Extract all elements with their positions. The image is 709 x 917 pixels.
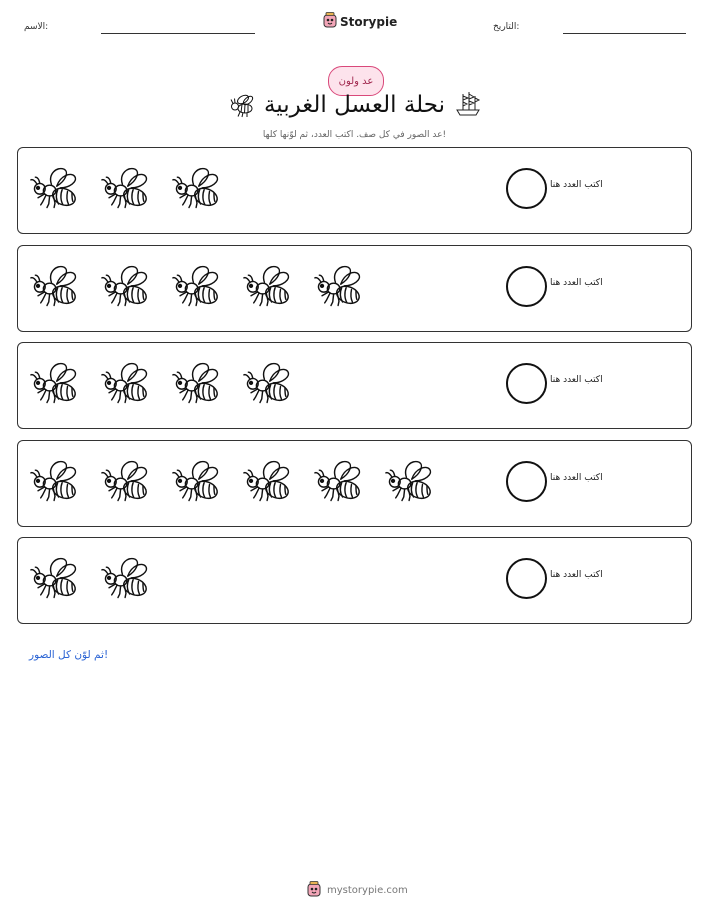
ship-icon xyxy=(454,90,482,122)
bee-icon xyxy=(30,357,80,407)
date-label: التاريخ: xyxy=(493,22,520,32)
answer-circle[interactable] xyxy=(506,363,547,404)
bee-icon xyxy=(385,455,435,505)
bee-group xyxy=(30,357,293,407)
answer-label: اكتب العدد هنا xyxy=(550,570,603,580)
bee-icon xyxy=(172,357,222,407)
date-line[interactable] xyxy=(563,33,686,34)
answer-label: اكتب العدد هنا xyxy=(550,375,603,385)
name-label: الاسم: xyxy=(24,22,49,32)
bee-icon xyxy=(30,260,80,310)
bee-icon xyxy=(172,455,222,505)
count-row-1 xyxy=(17,147,692,234)
bee-icon xyxy=(243,260,293,310)
bee-icon xyxy=(30,552,80,602)
bee-icon xyxy=(243,357,293,407)
footer-site[interactable]: mystorypie.com xyxy=(327,885,408,896)
bee-icon xyxy=(172,162,222,212)
brand-logo xyxy=(323,12,397,31)
storypie-mascot-icon xyxy=(307,881,321,900)
answer-circle[interactable] xyxy=(506,168,547,209)
count-row-5 xyxy=(17,537,692,624)
bee-icon xyxy=(101,455,151,505)
answer-label: اكتب العدد هنا xyxy=(550,278,603,288)
bee-group xyxy=(30,162,222,212)
instructions: عد الصور في كل صف. اكتب العدد، ثم لوّنها كلها! xyxy=(262,130,447,140)
count-row-3 xyxy=(17,342,692,429)
count-row-2 xyxy=(17,245,692,332)
bee-icon xyxy=(314,260,364,310)
bee-icon xyxy=(101,552,151,602)
bee-group xyxy=(30,260,364,310)
bee-icon xyxy=(30,162,80,212)
color-instruction: ثم لوّن كل الصور! xyxy=(29,649,109,661)
bee-icon xyxy=(101,260,151,310)
page-title: نحلة العسل الغربية xyxy=(263,92,446,118)
answer-circle[interactable] xyxy=(506,558,547,599)
bee-icon xyxy=(243,455,293,505)
name-line[interactable] xyxy=(101,33,255,34)
bee-group xyxy=(30,455,435,505)
answer-label: اكتب العدد هنا xyxy=(550,180,603,190)
bee-icon xyxy=(101,162,151,212)
bee-group xyxy=(30,552,151,602)
bee-icon xyxy=(314,455,364,505)
answer-circle[interactable] xyxy=(506,461,547,502)
answer-circle[interactable] xyxy=(506,266,547,307)
bee-icon xyxy=(30,455,80,505)
activity-badge: عد ولون xyxy=(328,66,384,96)
brand-name: Storypie xyxy=(340,14,398,29)
storypie-mascot-icon xyxy=(323,12,337,31)
footer xyxy=(307,881,408,900)
answer-label: اكتب العدد هنا xyxy=(550,473,603,483)
count-row-4 xyxy=(17,440,692,527)
bee-icon xyxy=(172,260,222,310)
bee-icon xyxy=(101,357,151,407)
